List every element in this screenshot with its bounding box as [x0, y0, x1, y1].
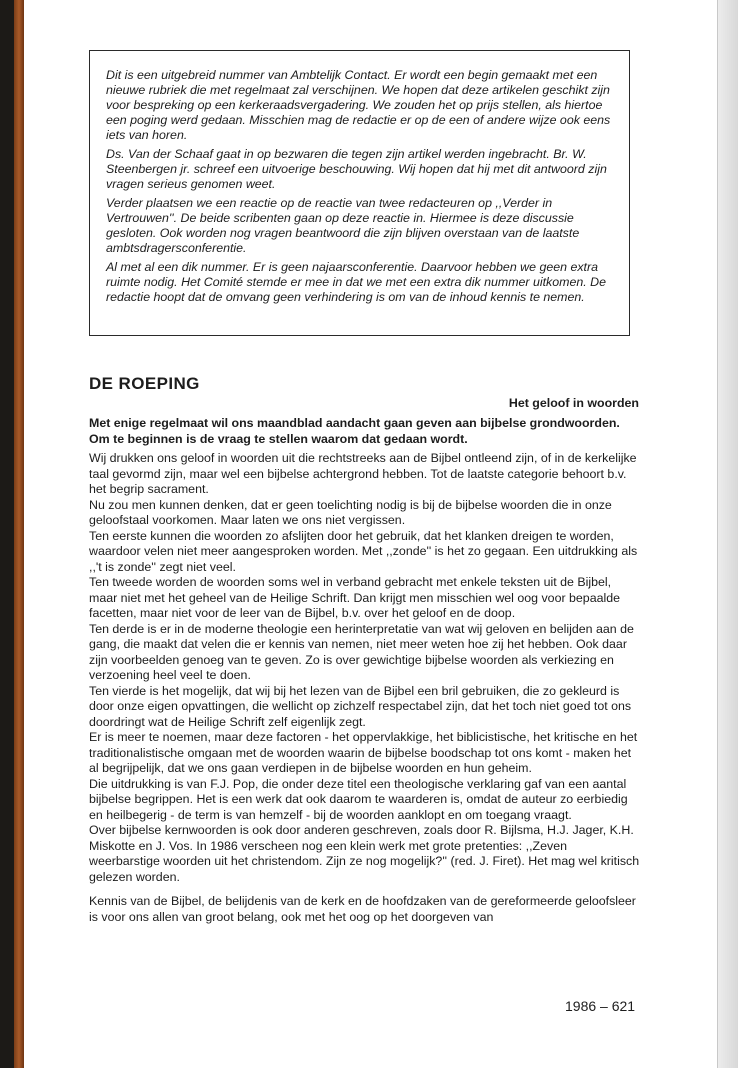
- intro-paragraph: Al met al een dik nummer. Er is geen najaarsconferentie. Daarvoor hebben we geen extra ruimte nodig. Het Comité stemde er mee in dat we met een extra dik nummer uitkomen. De redactie hoopt dat de omvang geen verhindering is om van de inhoud kennis te nemen.: [106, 260, 606, 304]
- article-subheading: Het geloof in woorden: [508, 396, 639, 410]
- body-paragraph: Nu zou men kunnen denken, dat er geen toelichting nodig is bij de bijbelse woorden die in onze geloofstaal voorkomen. Maar laten we ons niet vergissen.: [89, 497, 612, 527]
- page-right-edge: [717, 0, 738, 1068]
- body-paragraph: Kennis van de Bijbel, de belijdenis van de kerk en de hoofdzaken van de gereformeerde geloofsleer is voor ons allen van groot belang, ook met het oog op het doorgeven van: [89, 894, 636, 924]
- body-paragraph: Ten tweede worden de woorden soms wel in verband gebracht met enkele teksten uit de Bijbel, maar niet met het geheel van de Heilige Schrift. Dan krijgt men misschien wel oog voor bepaalde facetten, maar niet voor de leer van de Bijbel, b.v. over het geloof en de doop.: [89, 575, 621, 620]
- body-paragraph: Er is meer te noemen, maar deze factoren - het oppervlakkige, het biblicistische, het kritische en het traditionalistische omgaan met de woorden waarin de bijbelse boodschap tot ons komt - maken het al begrijpelijk, dat we ons gaan verdiepen in de bijbelse woorden en hun geheim.: [89, 730, 638, 775]
- editorial-intro-box: [89, 50, 630, 336]
- body-paragraph: Die uitdrukking is van F.J. Pop, die onder deze titel een theologische verklaring gaf van een aantal bijbelse begrippen. Het is een werk dat ook daarom te waarderen is, omdat de auteur zo eerbiedig en heilbegerig - de term is van hemzelf - bij de woorden aanklopt en om toegang vraagt.: [89, 776, 628, 822]
- binding-spine-edge: [14, 0, 24, 1068]
- body-paragraph: Ten eerste kunnen die woorden zo afslijten door het gebruik, dat het klanken dreigen te worden, waardoor velen niet meer aangesproken worden. Met ,,zonde'' is het zo gegaan. Een uitdrukking als ,,'t is zonde'' zegt niet veel.: [89, 528, 638, 574]
- article-heading: DE ROEPING: [89, 374, 200, 393]
- intro-paragraph: Verder plaatsen we een reactie op de reactie van twee redacteuren op ,,Verder in Vertrouwen''. De beide scribenten gaan op deze reactie in. Hiermee is deze discussie gesloten. Ook worden nog vragen beantwoord die zijn blijven overstaan van de laatste ambtsdragersconferentie.: [106, 196, 580, 255]
- binding-spine: [0, 0, 14, 1068]
- intro-paragraph: Ds. Van der Schaaf gaat in op bezwaren die tegen zijn artikel werden ingebracht. Br. W. Steenbergen jr. schreef een uitvoerige beschouwing. Wij hopen dat hij met dit antwoord zijn vragen serieus genomen weet.: [106, 147, 607, 191]
- article-body: [89, 451, 641, 925]
- body-paragraph: Over bijbelse kernwoorden is ook door anderen geschreven, zoals door R. Bijlsma, H.J. Jager, K.H. Miskotte en J. Vos. In 1986 verscheen nog een klein werk met grote pretenties: ,,Zeven weerbarstige woorden uit het christendom. Zijn ze nog mogelijk?'' (red. J. Firet). Het mag wel kritisch gelezen worden.: [89, 823, 640, 884]
- page-number: 1986 – 621: [565, 998, 636, 1014]
- article-lead: Met enige regelmaat wil ons maandblad aandacht gaan geven aan bijbelse grondwoorden. Om te beginnen is de vraag te stellen waarom dat gedaan wordt.: [89, 416, 620, 446]
- body-paragraph: Ten derde is er in de moderne theologie een herinterpretatie van wat wij geloven en belijden aan de gang, die maakt dat velen die er kennis van nemen, niet meer weten hoe zij het hebben. Ook daar zijn voorbeelden genoeg van te geven. Zo is over gewichtige bijbelse woorden als verkiezing en verzoening heel veel te doen.: [89, 621, 634, 682]
- intro-paragraph: Dit is een uitgebreid nummer van Ambtelijk Contact. Er wordt een begin gemaakt met een nieuwe rubriek die met regelmaat zal verschijnen. We hopen dat deze artikelen geschikt zijn voor bespreking op een kerkeraadsvergadering. We zouden het op prijs stellen, als hiertoe een poging werd gedaan. Misschien mag de redactie er op de een of andere wijze ook eens iets van horen.: [106, 68, 611, 142]
- body-paragraph: Ten vierde is het mogelijk, dat wij bij het lezen van de Bijbel een bril gebruiken, die zo gekleurd is door onze eigen opvattingen, die wellicht op zichzelf respectabel zijn, dat het toch niet goed tot ons doordringt wat de Heilige Schrift zelf eigenlijk zegt.: [89, 683, 632, 729]
- body-paragraph: Wij drukken ons geloof in woorden uit die rechtstreeks aan de Bijbel ontleend zijn, of in de kerkelijke taal gevormd zijn, maar wel een bijbelse achtergrond hebben. Tot de laatste categorie behoort b.v. het begrip sacrament.: [89, 451, 637, 496]
